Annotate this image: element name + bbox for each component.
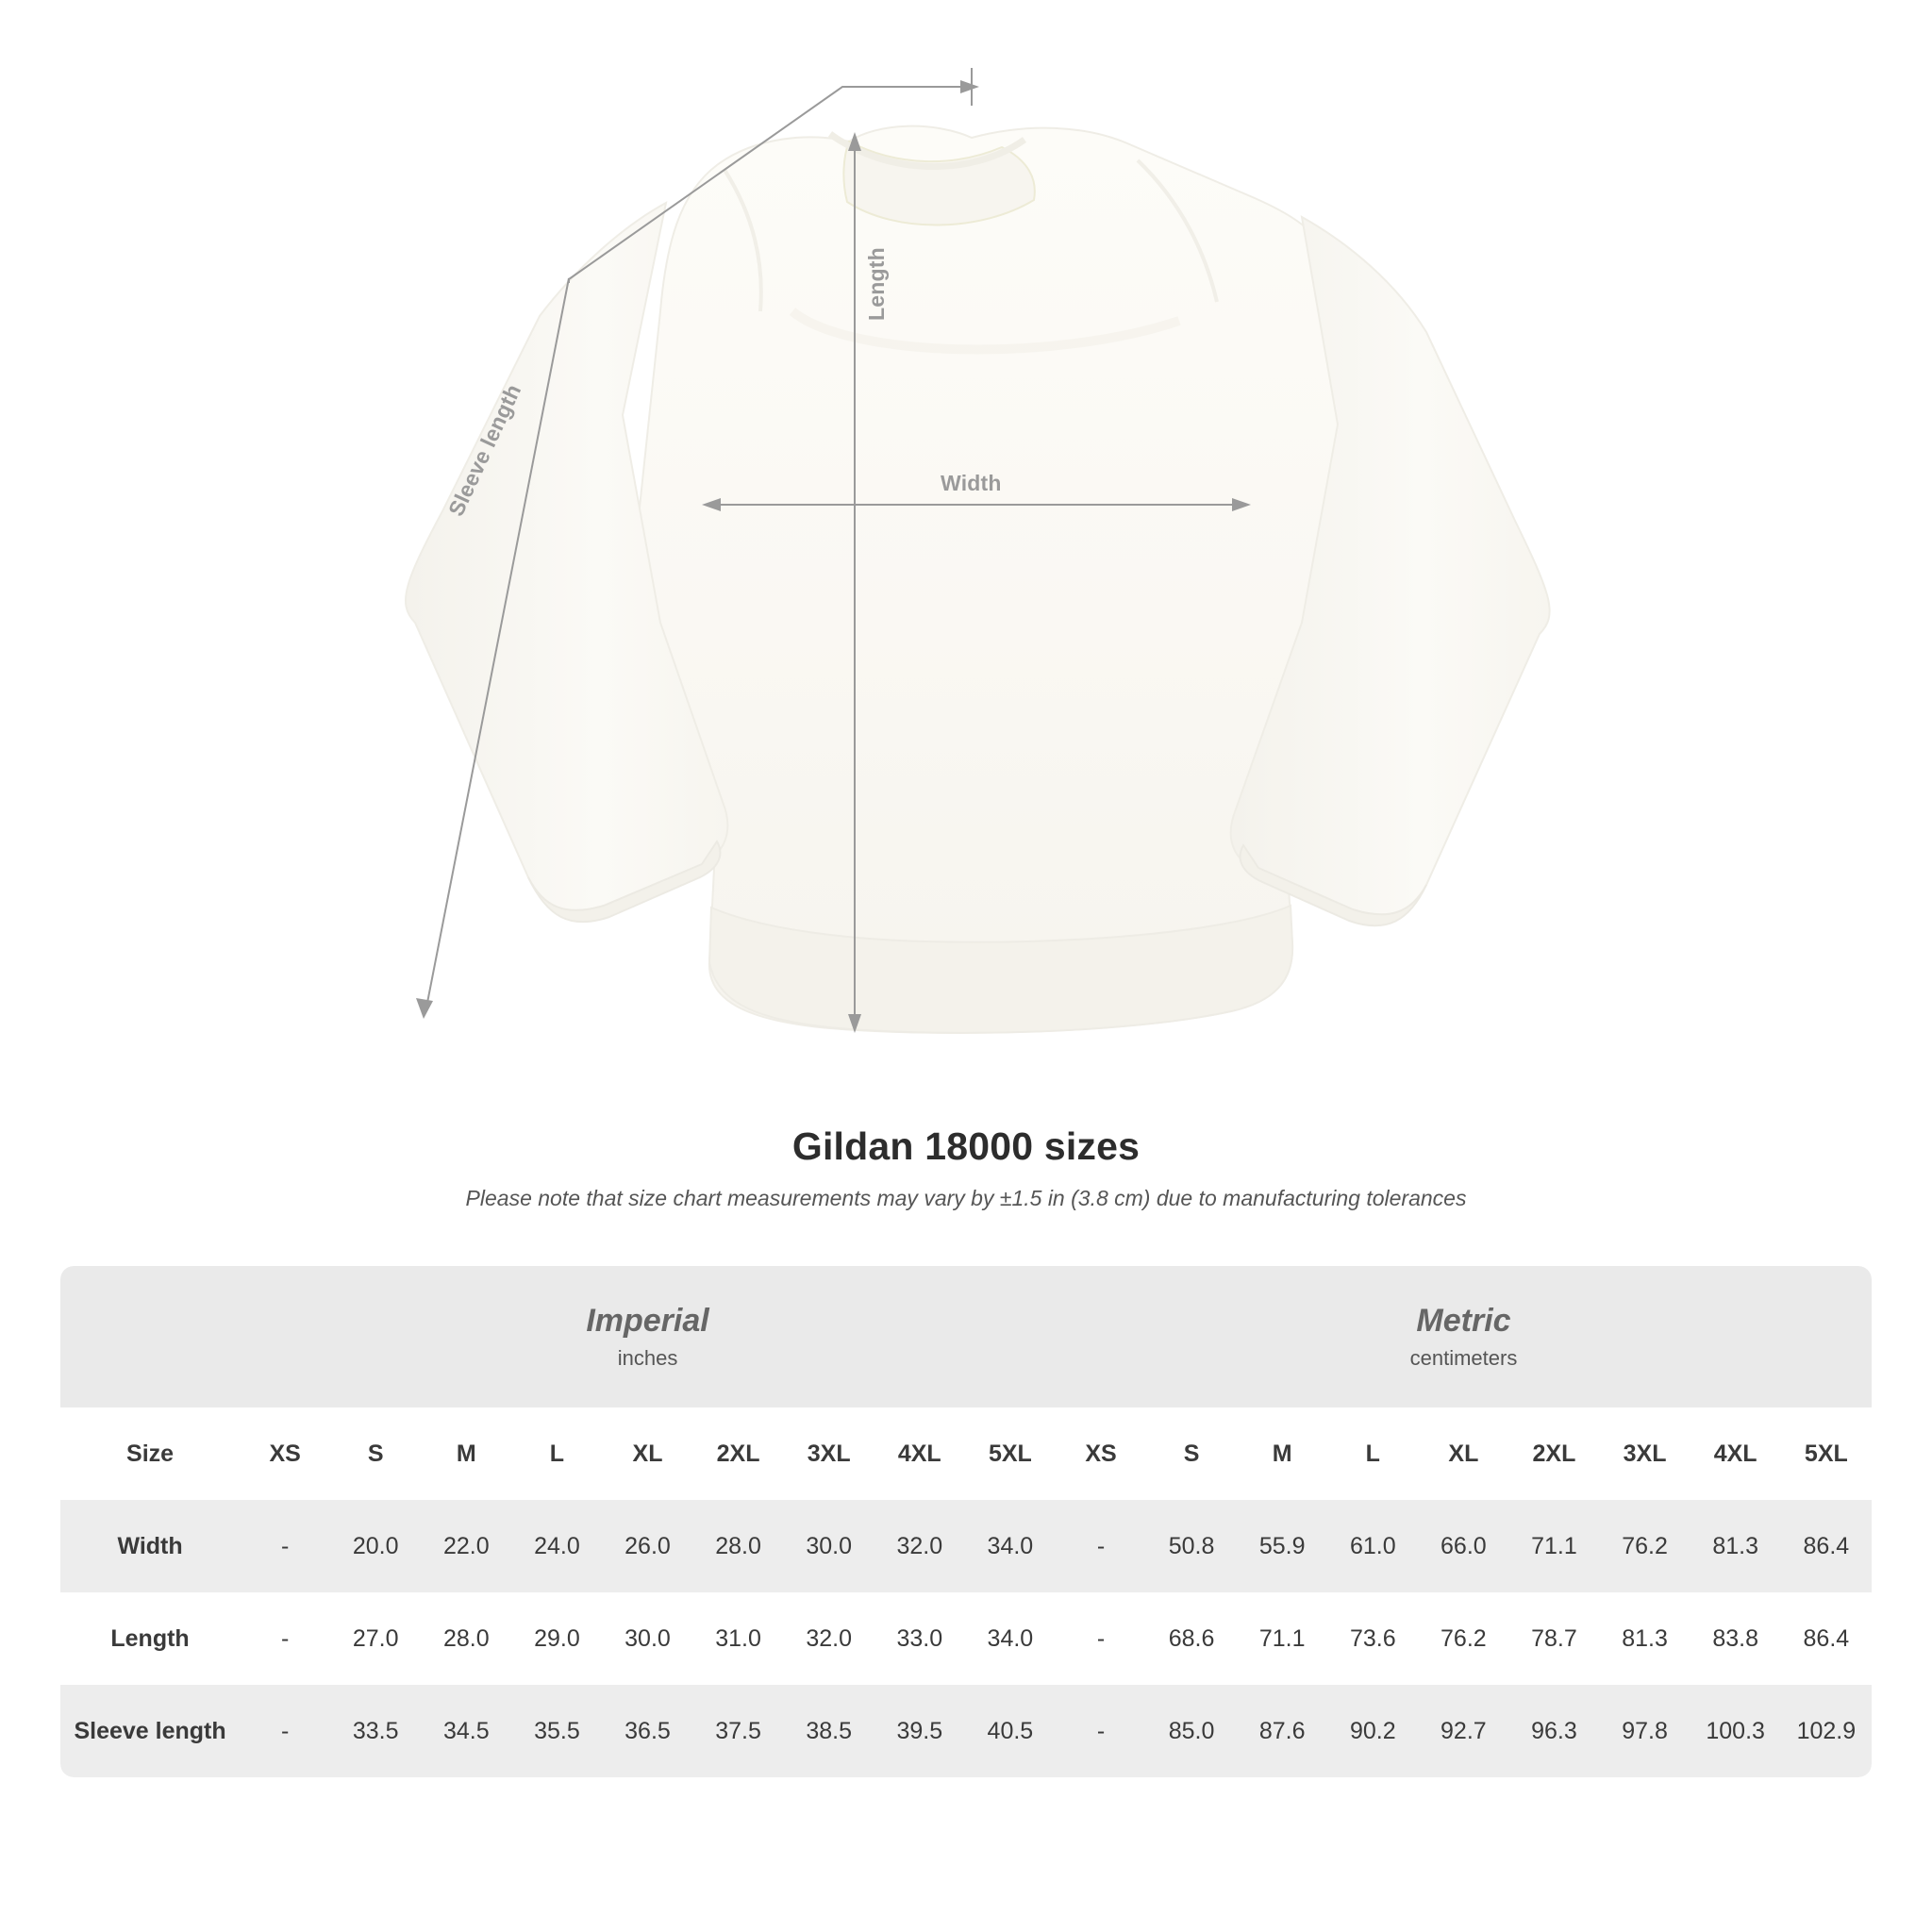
cell-imperial: 36.5 (602, 1685, 692, 1777)
size-header-imperial-l: L (549, 1440, 565, 1467)
size-header-metric-m: M (1272, 1440, 1292, 1467)
cell-metric: 97.8 (1600, 1685, 1690, 1777)
size-header-imperial-4xl: 4XL (897, 1440, 941, 1467)
cell-imperial: 34.5 (421, 1685, 511, 1777)
cell-imperial: 38.5 (784, 1685, 874, 1777)
cell-metric: - (1056, 1592, 1146, 1685)
cell-imperial: 32.0 (874, 1500, 965, 1592)
cell-imperial: 34.0 (965, 1592, 1056, 1685)
unit-group-subtitle: centimeters (1409, 1345, 1518, 1370)
title-block (0, 1124, 1932, 1211)
cell-imperial: 28.0 (421, 1592, 511, 1685)
size-header-metric-l: L (1365, 1440, 1380, 1467)
cell-imperial: 32.0 (784, 1592, 874, 1685)
cell-imperial: 30.0 (602, 1592, 692, 1685)
size-header-row (60, 1407, 1872, 1500)
size-header-metric-5xl: 5XL (1804, 1440, 1848, 1467)
sleeve-length-dimension-label: Sleeve length (443, 380, 526, 520)
width-dimension-label: Width (941, 471, 1002, 495)
cell-metric: 92.7 (1418, 1685, 1508, 1777)
cell-metric: - (1056, 1685, 1146, 1777)
cell-imperial: 28.0 (693, 1500, 784, 1592)
cell-imperial: 29.0 (511, 1592, 602, 1685)
cell-imperial: 37.5 (693, 1685, 784, 1777)
cell-imperial: 31.0 (693, 1592, 784, 1685)
unit-group-title: Metric (1416, 1303, 1511, 1340)
cell-metric: 55.9 (1237, 1500, 1327, 1592)
cell-imperial: 22.0 (421, 1500, 511, 1592)
size-header-metric-s: S (1183, 1440, 1200, 1467)
unit-group-imperial (240, 1266, 1056, 1407)
size-header-imperial-m: M (456, 1440, 476, 1467)
cell-imperial: 24.0 (511, 1500, 602, 1592)
unit-group-metric (1056, 1266, 1872, 1407)
cell-metric: 73.6 (1327, 1592, 1418, 1685)
cell-metric: 76.2 (1418, 1592, 1508, 1685)
size-header-imperial-xs: XS (269, 1440, 301, 1467)
size-table (60, 1266, 1872, 1777)
cell-metric: 50.8 (1146, 1500, 1237, 1592)
size-header-imperial-2xl: 2XL (716, 1440, 760, 1467)
cell-imperial: 33.5 (330, 1685, 421, 1777)
size-header-imperial-5xl: 5XL (988, 1440, 1032, 1467)
cell-metric: 86.4 (1781, 1500, 1872, 1592)
cell-imperial: - (240, 1500, 330, 1592)
cell-metric: 78.7 (1508, 1592, 1599, 1685)
unit-header-spacer (60, 1266, 240, 1407)
cell-metric: 61.0 (1327, 1500, 1418, 1592)
size-header-imperial-xl: XL (632, 1440, 663, 1467)
cell-imperial: 27.0 (330, 1592, 421, 1685)
size-header-imperial-s: S (367, 1440, 384, 1467)
cell-metric: 68.6 (1146, 1592, 1237, 1685)
cell-metric: 71.1 (1237, 1592, 1327, 1685)
cell-imperial: 39.5 (874, 1685, 965, 1777)
cell-metric: 81.3 (1690, 1500, 1781, 1592)
cell-metric: 87.6 (1237, 1685, 1327, 1777)
unit-header-row (60, 1266, 1872, 1407)
row-label-length: Length (60, 1592, 240, 1685)
size-header-metric-3xl: 3XL (1623, 1440, 1667, 1467)
size-table-container (60, 1266, 1872, 1777)
size-header-metric-xs: XS (1085, 1440, 1117, 1467)
cell-imperial: 33.0 (874, 1592, 965, 1685)
table-row (60, 1500, 1872, 1592)
cell-imperial: 34.0 (965, 1500, 1056, 1592)
size-header-label: Size (126, 1440, 175, 1467)
cell-metric: 100.3 (1690, 1685, 1781, 1777)
cell-metric: 90.2 (1327, 1685, 1418, 1777)
cell-imperial: - (240, 1685, 330, 1777)
row-label-width: Width (60, 1500, 240, 1592)
tolerance-note: Please note that size chart measurements may vary by ±1.5 in (3.8 cm) due to manufacturing tolerances (465, 1186, 1467, 1210)
page-title: Gildan 18000 sizes (791, 1124, 1141, 1168)
unit-group-title: Imperial (586, 1303, 709, 1340)
cell-metric: 85.0 (1146, 1685, 1237, 1777)
row-label-sleeve-length: Sleeve length (60, 1685, 240, 1777)
cell-imperial: 30.0 (784, 1500, 874, 1592)
cell-imperial: - (240, 1592, 330, 1685)
table-row (60, 1592, 1872, 1685)
cell-metric: 76.2 (1600, 1500, 1690, 1592)
cell-imperial: 40.5 (965, 1685, 1056, 1777)
cell-metric: 86.4 (1781, 1592, 1872, 1685)
cell-imperial: 20.0 (330, 1500, 421, 1592)
size-header-imperial-3xl: 3XL (807, 1440, 851, 1467)
cell-metric: 66.0 (1418, 1500, 1508, 1592)
length-dimension-label: Length (864, 247, 889, 321)
cell-metric: - (1056, 1500, 1146, 1592)
size-header-metric-4xl: 4XL (1713, 1440, 1757, 1467)
unit-group-subtitle: inches (617, 1345, 678, 1370)
cell-metric: 83.8 (1690, 1592, 1781, 1685)
cell-imperial: 35.5 (511, 1685, 602, 1777)
cell-metric: 71.1 (1508, 1500, 1599, 1592)
cell-imperial: 26.0 (602, 1500, 692, 1592)
cell-metric: 96.3 (1508, 1685, 1599, 1777)
size-header-metric-xl: XL (1448, 1440, 1479, 1467)
cell-metric: 81.3 (1600, 1592, 1690, 1685)
table-row (60, 1685, 1872, 1777)
size-header-metric-2xl: 2XL (1532, 1440, 1576, 1467)
cell-metric: 102.9 (1781, 1685, 1872, 1777)
